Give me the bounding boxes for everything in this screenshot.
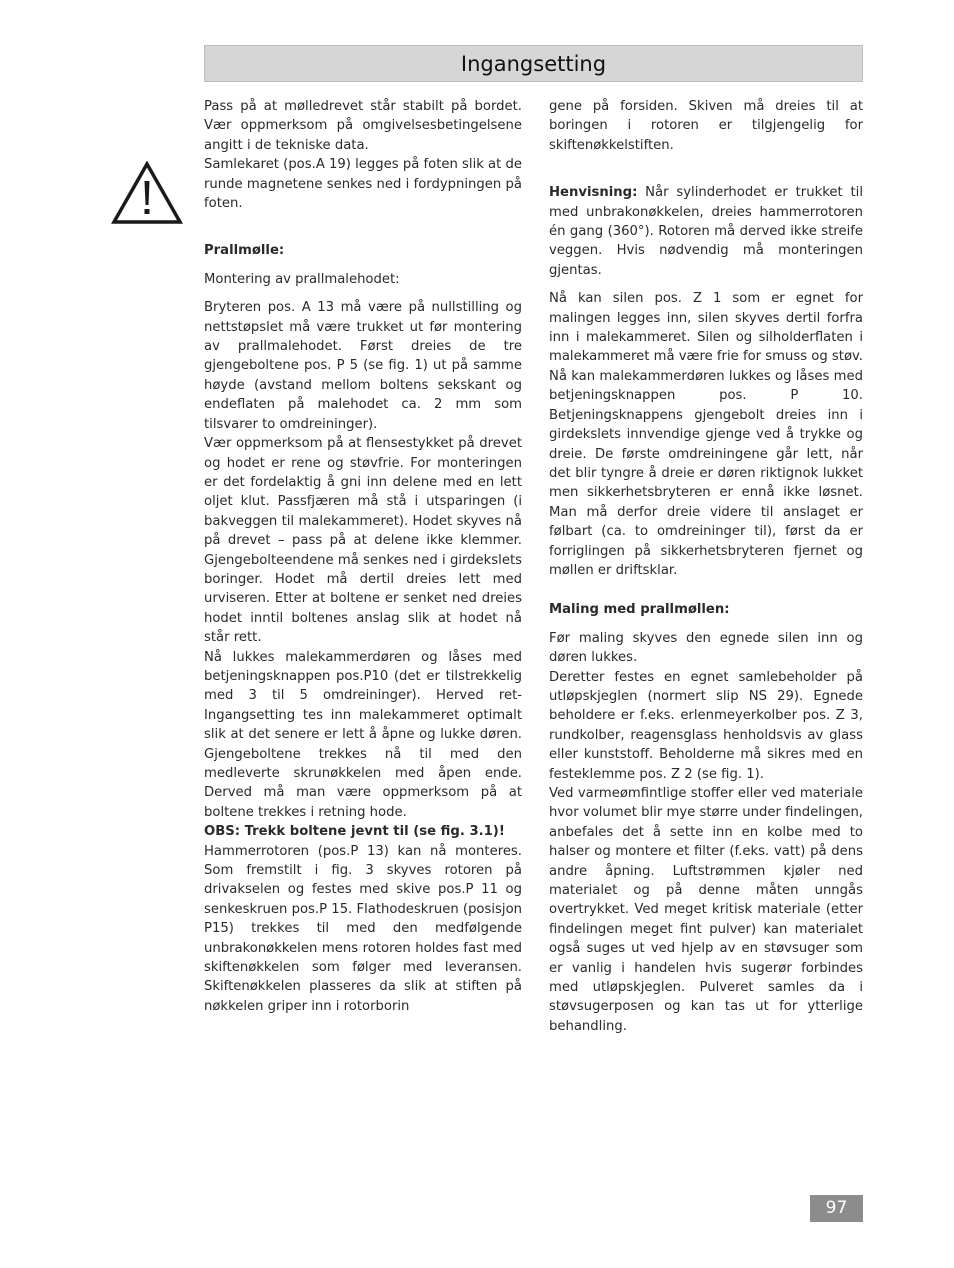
- page-title: Ingangsetting: [460, 52, 607, 76]
- section-heading-grinding: Maling med prallmøllen:: [549, 602, 730, 618]
- sieve-paragraph: Nå kan silen pos. Z 1 som er egnet for malingen legges inn, silen skyves dertil forfra inn i malekammeret. Silen og silholderflaten i malekammeret må være frie for smuss og støv.: [549, 291, 863, 365]
- mounting-paragraph-1: Bryteren pos. A 13 må være på nullstilling og nettstøpslet må være trukket ut før montering av prallmalehodet. Først dreies de tre gjengeboltene pos. P 5 (se fig. 1) ut på samme høyde (avstand mellom boltens sekskant og endeflaten på malehodet ca. 2 mm som tilsvarer to omdreininger).: [204, 300, 522, 432]
- rotor-paragraph: Hammerrotoren (pos.P 13) kan nå monteres. Som fremstilt i fig. 3 skyves rotoren på drivakselen og festes med skive pos.P 11 og senkeskruen pos.P 15. Flathodeskruen (posisjon P15) trekkes til med den medfølgende unbrakonøkkelen mens rotoren holdes fast med skiftenøkkelen som følger med leveransen. Skiftenøkkelen plasseres da slik at stiften på nøkkelen griper inn i rotorborin: [204, 843, 522, 1014]
- grinding-paragraph-2: Deretter festes en egnet samlebeholder på utløpskjeglen (normert slip NS 29). Egnede beholdere er f.eks. erlenmeyerkolber pos. Z 3, rundkolber, reagensglass henholdsvis av glass eller kunststoff. Beholderne må sikres med en festeklemme pos. Z 2 (se fig. 1).: [549, 669, 863, 782]
- intro-paragraph: Pass på at mølledrevet står stabilt på bordet. Vær oppmerksom på omgivelsesbetingelsene angitt i de tekniske data.: [204, 99, 522, 153]
- note-paragraph: [549, 183, 863, 280]
- subheading-mounting: Montering av prallmalehodet:: [204, 271, 400, 287]
- note-label: Henvisning:: [549, 185, 638, 201]
- page-header: [204, 45, 863, 82]
- left-column: [204, 97, 522, 1016]
- grinding-paragraph-1: Før maling skyves den egnede silen inn og døren lukkes.: [549, 630, 863, 666]
- collector-paragraph: Samlekaret (pos.A 19) legges på foten slik at de runde magnetene senkes ned i fordypningen på foten.: [204, 157, 522, 212]
- right-column: [549, 97, 863, 1036]
- note-text: Når sylinderhodet er trukket til med unbrakonøkkelen, dreies hammerrotoren én gang (360°). Rotoren må derved ikke streife veggen. Hvis nødvendig må monteringen gjentas.: [549, 185, 863, 278]
- page-number: 97: [810, 1195, 863, 1222]
- obs-warning-text: OBS: Trekk boltene jevnt til (se fig. 3.1)!: [204, 824, 505, 840]
- grinding-paragraph-3: Ved varmeømfintlige stoffer eller ved materiale hvor volumet blir mye større under findelingen, anbefales det å sette inn en kolbe med to halser og montere et filter (f.eks. vatt) på dens andre åpning. Luftstrømmen kjøler ned materialet og på denne måten unngås overtrykket. Ved meget kritisk materiale (etter findelingen meget fint pulver) kan materialet også suges ut ved hjelp av en støvsuger som er vanlig i handelen hvis sugerør forbindes med utløpskjeglen. Pulveret samles da i støvsugerposen og kan tas ut for ytterlige behandling.: [549, 786, 863, 1034]
- mounting-paragraph-2: Vær oppmerksom på at flensestykket på drevet og hodet er rene og støvfrie. For monteringen er det fordelaktig å gni inn delene med en lett oljet klut. Passfjæren må stå i utsparingen (i bakveggen til malekammeret). Hodet skyves nå på drevet – pass på at delene ikke klemmer. Gjengebolteendene må senkes ned i girdekslets boringer. Hodet må dertil dreies lett med urviseren. Etter at boltene er senket ned dreies hodet inntil boltenes anslag slik at hodet nå står rett.: [204, 436, 522, 646]
- warning-triangle-icon: [111, 161, 183, 225]
- section-heading-prallmolle: Prallmølle:: [204, 243, 285, 259]
- rotor-paragraph-continued: gene på forsiden. Skiven må dreies til at boringen i rotoren er tilgjengelig for skiftenøkkelstiften.: [549, 99, 863, 153]
- door-paragraph: Nå kan malekammerdøren lukkes og låses med betjeningsknappen pos. P 10. Betjeningsknappens gjengebolt dreies inn i girdekslets innvendige gjenge ved å trykke og dreie. De første omdreiningene går lett, når det blir tyngre å dreie er døren riktignok lukket men sikkerhetsbryteren er ennå ikke løsnet. Man må derfor dreie videre til anslaget er følbart (ca. to omdreininger til), først da er forriglingen på sikkerhetsbryteren fjernet og møllen er driftsklar.: [549, 368, 863, 578]
- mounting-paragraph-3: Nå lukkes malekammerdøren og låses med betjeningsknappen pos.P10 (det er tilstrekkelig med 3 til 5 omdreininger). Herved ret-Ingangsetting tes inn malekammeret optimalt slik at det senere er lett å åpne og lukke døren. Gjengeboltene trekkes nå til med den medleverte skrunøkkelen med åpen ende. Derved må man være oppmerksom på at boltene trekkes i retning hode.: [204, 649, 522, 820]
